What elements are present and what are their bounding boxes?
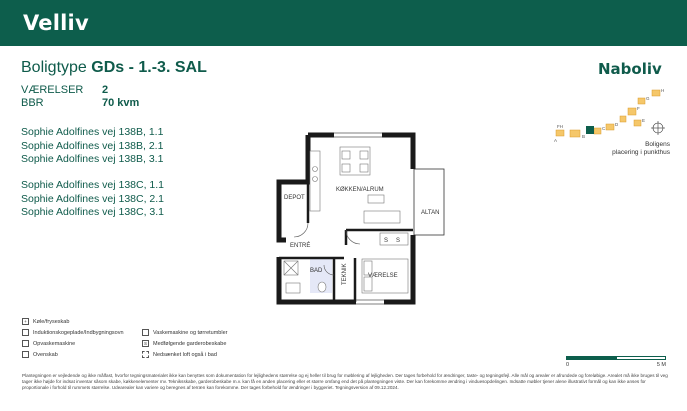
legend-item	[22, 318, 69, 325]
legend-item	[142, 340, 226, 347]
velliv-logo[interactable]: Velliv	[23, 11, 89, 35]
site-block	[594, 128, 601, 134]
legend-label: Køle/fryseskab	[33, 318, 70, 325]
scale-bar-fill	[567, 357, 617, 359]
wall-cabinet-icon	[22, 351, 29, 358]
spec-bbr-key: BBR	[21, 97, 44, 109]
sofa	[364, 195, 400, 223]
site-letter: C	[602, 126, 606, 131]
address-item: Sophie Adolfines vej 138C, 3.1	[21, 206, 165, 218]
legend-item	[142, 351, 217, 358]
current-building-marker	[586, 126, 594, 134]
washer-dryer-icon	[142, 329, 149, 336]
address-list-b	[21, 126, 163, 167]
legend-label: Induktionskogeplade/Indbygningsovn	[33, 329, 124, 336]
room-label-teknik: TEKNIK	[342, 263, 348, 285]
lowered-ceiling-icon	[142, 351, 149, 358]
naboliv-logo: Naboliv	[598, 60, 662, 78]
room-label-bad: BAD	[310, 268, 323, 274]
cooktop-icon	[22, 329, 29, 336]
site-placement-map	[548, 86, 676, 144]
site-letter: B	[582, 134, 586, 139]
wardrobe-label: S	[384, 238, 389, 244]
room-label-altan: ALTAN	[421, 210, 440, 216]
site-letter: D	[615, 122, 619, 127]
title-prefix: Boligtype	[21, 59, 92, 76]
room-label-entre: ENTRÉ	[290, 243, 311, 249]
address-item: Sophie Adolfines vej 138B, 3.1	[21, 153, 164, 165]
spec-rooms-value: 2	[102, 84, 109, 96]
site-letter: F	[637, 106, 640, 111]
room-label-vaerelse: VÆRELSE	[368, 273, 398, 279]
address-item: Sophie Adolfines vej 138B, 2.1	[21, 139, 164, 152]
scale-bar-outline	[566, 356, 666, 360]
legend-item	[22, 340, 75, 347]
address-item: Sophie Adolfines vej 138C, 1.1	[21, 179, 165, 191]
header-bar	[0, 0, 687, 46]
site-block	[556, 130, 564, 136]
dining-table	[340, 147, 370, 175]
site-letter: E	[642, 118, 646, 123]
floor-plan	[276, 127, 446, 307]
spec-bbr-value: 70 kvm	[102, 97, 140, 109]
site-block	[634, 120, 641, 126]
site-block	[652, 90, 660, 96]
legend-label: Nedsænket loft også i bad	[153, 351, 217, 358]
wardrobe-label: S	[396, 238, 401, 244]
site-letter: A	[554, 138, 558, 143]
scale-min: 0	[566, 362, 570, 368]
balcony-outline	[414, 169, 444, 235]
wardrobe-icon: S	[143, 341, 147, 346]
address-list-c	[21, 179, 164, 220]
placement-label-line: placering i punkthus	[612, 149, 670, 156]
site-block	[628, 108, 636, 115]
spec-bbr	[21, 97, 139, 109]
placement-label	[590, 141, 670, 157]
page-title	[21, 59, 207, 77]
address-item: Sophie Adolfines vej 138C, 2.1	[21, 192, 165, 205]
legend-label: Ovenskab	[33, 351, 58, 358]
title-type: GDs - 1.-3. SAL	[91, 59, 207, 76]
legend-label: Vaskemaskine og tørretumbler	[153, 329, 228, 336]
fridge-icon: +	[22, 318, 29, 325]
legend-item	[142, 329, 227, 336]
site-block	[620, 116, 626, 122]
compass-icon	[651, 121, 665, 135]
kitchen-counter	[310, 151, 320, 211]
room-label-kitchen: KØKKEN/ALRUM	[336, 187, 384, 193]
site-block	[570, 130, 580, 137]
spec-rooms-key: VÆRELSER	[21, 84, 84, 96]
disclaimer-text: Plantegningen er vejledende og ikke målfast, hvorfor tegningsmaterialet ikke kan benyttes som dokumentation for lejlighedens størrelse og ej heller til brug for møblering af lejligheden. Der tages forbehold for ændringer, taste- og tegningsfejl. Alle mål og arealer er afrundede og foreløbige. Arealet må ikke bruges til veg tager ikke højde for indsat inventar såsom skabe, køkkenelementer mv. Tekniksskabe, garderobeskabe m.v. kan få en anden placering eller et større omfang end det på plantegningen viste. Der kan forekomme ændring i vinduesopdelingen. Indsatte møbler tjener alene illustrativt formål og kan ikke anses for proportionale i forhold til rummets størrelse. Udearealer kan variere og beregnes af terræn kan forekomme. Der tages forbehold for ændringer i byggeriet. Tegningsversion af 09.12.2024.	[22, 373, 668, 390]
legend-item	[22, 329, 124, 336]
site-letter: FH	[557, 124, 563, 129]
site-block	[606, 124, 614, 130]
site-letter: G	[646, 96, 650, 101]
site-letter: H	[661, 88, 665, 93]
legend-label: Medfølgende garderobeskabe	[153, 340, 227, 347]
room-label-depot: DEPOT	[284, 195, 305, 201]
dishwasher-icon	[22, 340, 29, 347]
site-block	[638, 98, 645, 104]
placement-label-line: Boligens	[645, 141, 670, 148]
legend-label: Opvaskemaskine	[33, 340, 76, 347]
address-item: Sophie Adolfines vej 138B, 1.1	[21, 126, 164, 138]
legend-item	[22, 351, 58, 358]
scale-max: 5 M	[656, 362, 666, 368]
spec-rooms	[21, 84, 108, 96]
